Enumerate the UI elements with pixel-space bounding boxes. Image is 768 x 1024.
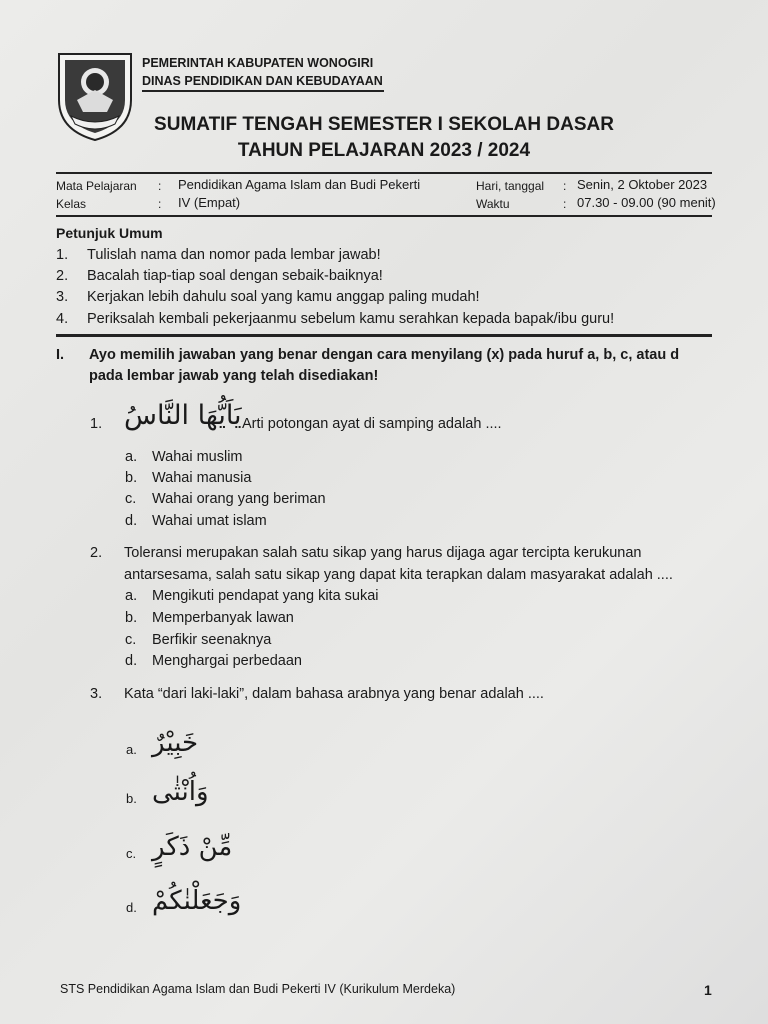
section-number: I. bbox=[56, 347, 65, 363]
instruction-item: 1. Tulislah nama dan nomor pada lembar jawab! bbox=[56, 247, 381, 263]
section-instruction: Ayo memilih jawaban yang benar dengan cara menyilang (x) pada huruf a, b, c, atau d pada lembar jawab yang telah disediakan! bbox=[89, 347, 680, 384]
answer-option[interactable]: d. Wahai umat islam bbox=[125, 513, 267, 529]
class-label: Kelas bbox=[56, 197, 87, 211]
question-text: Arti potongan ayat di samping adalah .... bbox=[242, 416, 502, 432]
time-label: Waktu bbox=[476, 197, 510, 211]
info-top-rule bbox=[56, 172, 712, 174]
question-text: antarsesama, salah satu sikap yang dapat kita terapkan dalam masyarakat adalah .... bbox=[124, 567, 673, 583]
question-number: 3. bbox=[90, 686, 103, 702]
answer-option[interactable]: b. وَاُنْثٰى bbox=[126, 777, 209, 807]
institution-header bbox=[142, 54, 383, 90]
answer-option[interactable]: b. Wahai manusia bbox=[125, 470, 252, 486]
question-number: 1. bbox=[90, 416, 103, 432]
info-bottom-rule bbox=[56, 215, 712, 217]
header-underline bbox=[142, 90, 384, 92]
question-number: 2. bbox=[90, 545, 103, 561]
colon: : bbox=[158, 197, 162, 211]
answer-option[interactable]: d. وَجَعَلْنٰكُمْ bbox=[126, 886, 242, 916]
answer-option[interactable]: a. Mengikuti pendapat yang kita sukai bbox=[125, 588, 379, 604]
answer-option[interactable]: c. Wahai orang yang beriman bbox=[125, 491, 326, 507]
instructions-title: Petunjuk Umum bbox=[56, 225, 163, 241]
answer-option[interactable]: a. خَبِيْرٌ bbox=[126, 728, 199, 758]
time-value: 07.30 - 09.00 (90 menit) bbox=[577, 195, 716, 210]
question-arabic-verse: يَاَيُّهَا النَّاسُ bbox=[124, 400, 242, 431]
colon: : bbox=[563, 197, 567, 211]
subject-label: Mata Pelajaran bbox=[56, 179, 137, 193]
class-value: IV (Empat) bbox=[178, 195, 241, 210]
instruction-item: 4. Periksalah kembali pekerjaanmu sebelum kamu serahkan kepada bapak/ibu guru! bbox=[56, 311, 615, 327]
question-text: Toleransi merupakan salah satu sikap yang harus dijaga agar tercipta kerukunan bbox=[124, 545, 642, 561]
answer-option[interactable]: b. Memperbanyak lawan bbox=[125, 610, 294, 626]
instruction-item: 3. Kerjakan lebih dahulu soal yang kamu anggap paling mudah! bbox=[56, 289, 480, 305]
subject-value: Pendidikan Agama Islam dan Budi Pekerti bbox=[178, 177, 421, 192]
page-footer: STS Pendidikan Agama Islam dan Budi Pekerti IV (Kurikulum Merdeka) bbox=[60, 982, 456, 996]
exam-title: SUMATIF TENGAH SEMESTER I SEKOLAH DASAR bbox=[154, 114, 614, 135]
day-label: Hari, tanggal bbox=[476, 179, 545, 193]
academic-year-title: TAHUN PELAJARAN 2023 / 2024 bbox=[237, 140, 531, 161]
question-text: Kata “dari laki-laki”, dalam bahasa arabnya yang benar adalah .... bbox=[124, 686, 544, 702]
answer-option[interactable]: a. Wahai muslim bbox=[125, 449, 243, 465]
instruction-item: 2. Bacalah tiap-tiap soal dengan sebaik-baiknya! bbox=[56, 268, 383, 284]
section-divider bbox=[56, 334, 712, 337]
colon: : bbox=[563, 179, 567, 193]
answer-option[interactable]: d. Menghargai perbedaan bbox=[125, 653, 302, 669]
colon: : bbox=[158, 179, 162, 193]
page-number: 1 bbox=[704, 982, 712, 998]
answer-option[interactable]: c. مِّنْ ذَكَرٍ bbox=[126, 832, 233, 862]
header-line-department: DINAS PENDIDIKAN DAN KEBUDAYAAN bbox=[142, 74, 383, 88]
answer-option[interactable]: c. Berfikir seenaknya bbox=[125, 632, 272, 648]
day-value: Senin, 2 Oktober 2023 bbox=[577, 177, 708, 192]
header-line-government: PEMERINTAH KABUPATEN WONOGIRI bbox=[142, 56, 374, 70]
